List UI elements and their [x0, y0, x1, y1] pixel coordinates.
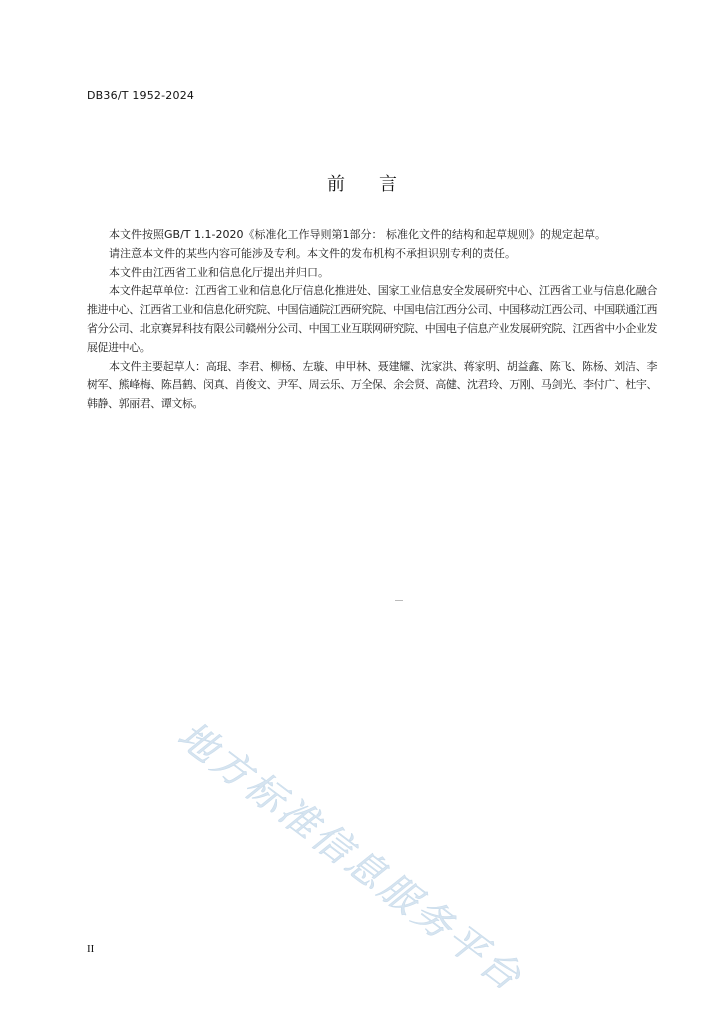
paragraph-drafters: 本文件主要起草人：高琨、李君、柳杨、左璇、申甲林、聂建耀、沈家洪、蒋家明、胡益鑫、陈飞、陈杨、刘洁、李树军、熊峰梅、陈昌鹤、闵真、肖俊文、尹军、周云乐、万全保、余会贤、高健、沈君玲、万刚、马剑光、李付广、杜宇、韩静、郭丽君、谭文标。	[87, 359, 657, 411]
foreword-body	[87, 226, 657, 414]
document-code: DB36/T 1952-2024	[87, 89, 195, 102]
page-number: II	[87, 943, 95, 955]
paragraph-drafting-units: 本文件起草单位：江西省工业和信息化厅信息化推进处、国家工业信息安全发展研究中心、江西省工业与信息化融合推进中心、江西省工业和信息化研究院、中国信通院江西研究院、中国电信江西分公司、中国移动江西公司、中国联通江西省分公司、北京赛昇科技有限公司赣州分公司、中国工业互联网研究院、中国电子信息产业发展研究院、江西省中小企业发展促进中心。	[87, 284, 657, 354]
paragraph-proposer: 本文件由江西省工业和信息化厅提出并归口。	[109, 265, 329, 279]
watermark-text: 地方标准信息服务平台	[169, 712, 532, 1001]
page-title: 前言	[327, 174, 431, 195]
paragraph-drafting-rules: 本文件按照GB/T 1.1-2020《标准化工作导则第1部分： 标准化文件的结构和起草规则》的规定起草。	[109, 228, 606, 241]
paragraph-patent-notice: 请注意本文件的某些内容可能涉及专利。本文件的发布机构不承担识别专利的责任。	[109, 246, 516, 260]
center-dash-mark	[395, 600, 403, 601]
